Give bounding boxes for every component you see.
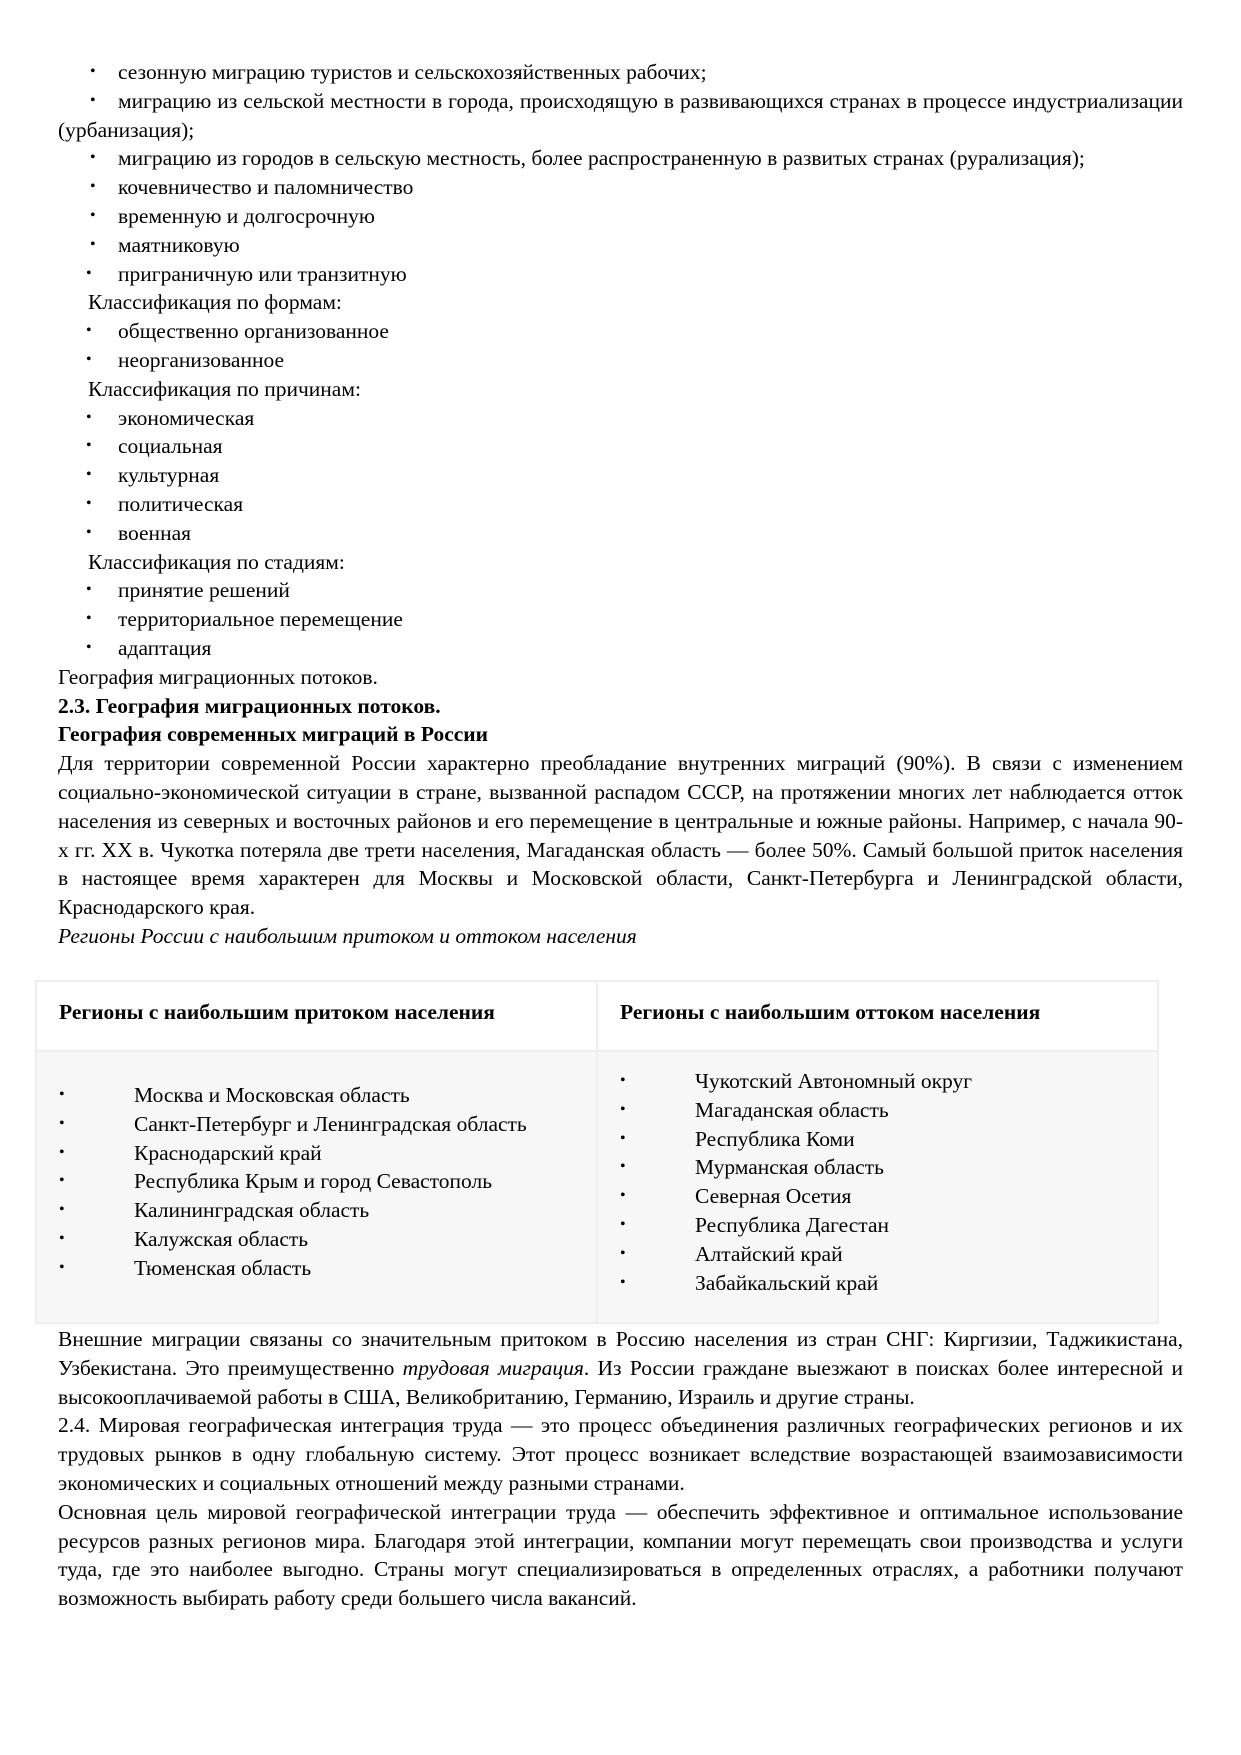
list-item: • Забайкальский край — [598, 1269, 972, 1298]
regions-table — [35, 980, 1159, 1324]
document-continuation — [58, 1325, 1183, 1613]
list-item: • Магаданская область — [598, 1096, 972, 1125]
bullet-icon: • — [620, 1273, 626, 1291]
paragraph-integration: 2.4. Мировая географическая интеграция труда — это процесс объединения различных географических регионов и их трудовых рынков в одну глобальную систему. Этот процесс возникает вследствие возрастающей взаимозависимости экономических и социальных отношений между разными странами. — [58, 1413, 1183, 1495]
bullet-icon: • — [59, 1143, 65, 1161]
list-item: • Алтайский край — [598, 1240, 972, 1269]
list-item: • неорганизованное — [58, 346, 1183, 375]
bullet-icon: • — [86, 322, 92, 340]
list-item: • политическая — [58, 490, 1183, 519]
bullet-icon: • — [86, 466, 92, 484]
bullet-icon: • — [59, 1172, 65, 1190]
bullet-icon: • — [86, 264, 92, 282]
bullet-icon: • — [86, 523, 92, 541]
bullet-icon: • — [86, 350, 92, 368]
list-item: • сезонную миграцию туристов и сельскохозяйственных рабочих; — [58, 58, 1183, 87]
table-header-inflow: Регионы с наибольшим притоком населения — [59, 1000, 495, 1024]
bullet-icon: • — [86, 437, 92, 455]
list-item: • экономическая — [58, 404, 1183, 433]
list-item: • Калужская область — [37, 1225, 527, 1254]
list-item: • Северная Осетия — [598, 1182, 972, 1211]
bullet-icon: • — [620, 1158, 626, 1176]
bullet-icon: • — [59, 1229, 65, 1247]
table-caption: Регионы России с наибольшим притоком и оттоком населения — [58, 923, 637, 948]
outflow-list — [598, 1067, 972, 1297]
list-item: • принятие решений — [58, 576, 1183, 605]
list-item: • Краснодарский край — [37, 1139, 527, 1168]
list-item: • Республика Дагестан — [598, 1211, 972, 1240]
list-item: • Республика Коми — [598, 1125, 972, 1154]
list-item: • временную и долгосрочную — [58, 202, 1183, 231]
bullet-icon: • — [86, 581, 92, 599]
section-title: 2.3. География миграционных потоков. — [58, 693, 441, 718]
classification-heading: Классификация по формам: — [88, 290, 342, 315]
list-item: • миграцию из сельской местности в города, происходящую в развивающихся странах в процессе индустриализации (урбанизация); — [58, 88, 1183, 142]
bullet-icon: • — [90, 149, 96, 167]
list-item: • Мурманская область — [598, 1153, 972, 1182]
bullet-icon: • — [59, 1114, 65, 1132]
bullet-icon: • — [620, 1187, 626, 1205]
list-item: • Москва и Московская область — [37, 1081, 527, 1110]
bullet-icon: • — [90, 206, 96, 224]
list-item: • территориальное перемещение — [58, 605, 1183, 634]
paragraph-russia: Для территории современной России характерно преобладание внутренних миграций (90%). В связи с изменением социально-экономической ситуации в стране, вызванной распадом СССР, на протяжении многих лет наблюдается отток населения из северных и восточных районов и его перемещение в центральные и южные районы. Например, с начала 90-х гг. XX в. Чукотка потеряла две трети населения, Магаданская область — более 50%. Самый большой приток населения в настоящее время характерен для Москвы и Московской области, Санкт-Петербурга и Ленинградской области, Краснодарского края. — [58, 751, 1183, 920]
bullet-icon: • — [59, 1086, 65, 1103]
list-item: • военная — [58, 519, 1183, 548]
list-item: • Калининградская область — [37, 1196, 527, 1225]
list-item: • Тюменская область — [37, 1254, 527, 1283]
list-item: • Санкт-Петербург и Ленинградская область — [37, 1110, 527, 1139]
list-item: • Республика Крым и город Севастополь — [37, 1167, 527, 1196]
list-item: • кочевничество и паломничество — [58, 173, 1183, 202]
document-page — [58, 58, 1183, 951]
bullet-icon: • — [620, 1244, 626, 1262]
bullet-icon: • — [59, 1201, 65, 1219]
subsection-title: География современных миграций в России — [58, 722, 489, 747]
bullet-icon: • — [90, 63, 96, 80]
list-item: • маятниковую — [58, 231, 1183, 260]
list-item: • адаптация — [58, 634, 1183, 663]
bullet-icon: • — [86, 638, 92, 656]
list-item: • социальная — [58, 432, 1183, 461]
bullet-icon: • — [620, 1215, 626, 1233]
list-item: • миграцию из городов в сельскую местность, более распространенную в развитых странах (рурализация); — [58, 144, 1183, 173]
paragraph-external-migration: Внешние миграции связаны со значительным притоком в Россию населения из стран СНГ: Киргизии, Таджикистана, Узбекистана. Это преимущественно трудовая миграция. Из России граждане выезжают в поисках более интересной и высокооплачиваемой работы в США, Великобританию, Германию, Израиль и другие страны. — [58, 1327, 1184, 1409]
inflow-cell — [37, 1052, 596, 1322]
list-item: • приграничную или транзитную — [58, 260, 1183, 289]
paragraph-goal: Основная цель мировой географической интеграции труда — обеспечить эффективное и оптимальное использование ресурсов разных регионов мира. Благодаря этой интеграции, компании могут перемещать свои производства и услуги туда, где это наиболее выгодно. Страны могут специализироваться в определенных отраслях, а работники получают возможность выбирать работу среди большего числа вакансий. — [58, 1499, 1183, 1611]
list-item: • общественно организованное — [58, 317, 1183, 346]
inflow-list — [37, 1081, 527, 1283]
list-item: • Чукотский Автономный округ — [598, 1067, 972, 1096]
list-item: • культурная — [58, 461, 1183, 490]
emphasis-labor-migration: трудовая миграция — [402, 1355, 584, 1380]
table-header-row — [37, 982, 1157, 1052]
bullet-icon: • — [86, 408, 92, 426]
bullet-icon: • — [620, 1129, 626, 1147]
bullet-icon: • — [59, 1258, 65, 1276]
classification-heading: Классификация по стадиям: — [88, 549, 345, 574]
bullet-icon: • — [90, 235, 96, 253]
bullet-icon: • — [86, 494, 92, 512]
bullet-icon: • — [620, 1100, 626, 1118]
bullet-icon: • — [90, 91, 96, 109]
bullet-icon: • — [90, 178, 96, 196]
bullet-icon: • — [86, 610, 92, 628]
outflow-cell — [596, 1052, 1157, 1322]
section-plain-title: География миграционных потоков. — [58, 664, 378, 689]
classification-heading: Классификация по причинам: — [88, 376, 361, 401]
table-body-row — [37, 1052, 1157, 1322]
table-header-outflow: Регионы с наибольшим оттоком населения — [596, 982, 1157, 1050]
bullet-icon: • — [620, 1072, 626, 1089]
